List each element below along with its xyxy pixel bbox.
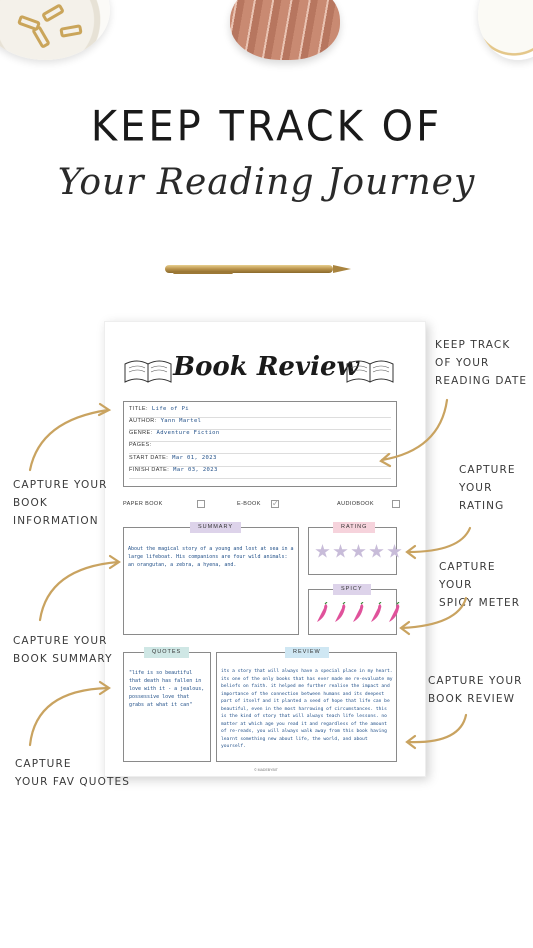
callout-reading-date: KEEP TRACK OF YOUR READING DATE: [435, 339, 528, 387]
callout-review: CAPTURE YOUR BOOK REVIEW: [428, 675, 523, 705]
info-row-title: TITLE: Life of Pi: [129, 406, 391, 418]
curved-arrow-icon: [408, 715, 466, 742]
format-label: PAPER BOOK: [123, 501, 163, 507]
callout-book-info: CAPTURE YOUR BOOK INFORMATION: [13, 479, 108, 527]
quotes-text: "life is so beautiful that death has fallen in love with it - a jealous, possessive love that grabs at what it can": [129, 670, 205, 708]
curved-arrow-icon: [30, 688, 108, 745]
sheet-footer: © MADEBYBIT: [254, 768, 278, 772]
review-tag: REVIEW: [285, 647, 329, 658]
curved-arrow-icon: [40, 562, 118, 620]
headline-subtitle: Your Reading Journey: [57, 162, 476, 203]
format-label: AUDIOBOOK: [337, 501, 374, 507]
rating-tag: RATING: [333, 522, 375, 533]
review-text: its a story that will always have a special place in my heart. its one of the only books that has ever made me re-evaluate my beliefs on faith. it helped me further realise the impact and importance of the connection between humans and its deepest part of itself and it planted a seed of hope that life can be beautiful, even in the most harrowing of circumstances. this is the kind of story that will always teach life lessons. no matter at which age you read it and regardless of the amount of re-reads, you will always walk away from this book having learnt something new about life, the world, and about yourself.: [221, 669, 393, 749]
callout-quotes: CAPTURE YOUR FAV QUOTES: [15, 758, 130, 788]
callout-spicy: CAPTURE YOUR SPICY METER: [439, 561, 521, 609]
format-label: E-BOOK: [237, 501, 261, 507]
sheet-title: Book Review: [173, 352, 359, 382]
info-row-pages: PAGES:: [129, 442, 391, 454]
curved-arrow-icon: [408, 528, 470, 552]
info-row-genre: GENRE: Adventure Fiction: [129, 430, 391, 442]
headline-title: KEEP TRACK OF: [90, 102, 443, 152]
curved-arrow-icon: [30, 410, 108, 470]
summary-text: About the magical story of a young and lost at sea in a large lifeboat. His companions are four wild animals: an orangutan, a zebra, a hyena, and.: [128, 546, 294, 568]
info-row-author: AUTHOR: Yann Martel: [129, 418, 391, 430]
spicy-tag: SPICY: [333, 584, 371, 595]
callout-rating: CAPTURE YOUR RATING: [459, 464, 516, 512]
quotes-tag: QUOTES: [144, 647, 189, 658]
info-row-finish-date: FINISH DATE: Mar 03, 2023: [129, 467, 391, 479]
info-row-start-date: START DATE: Mar 01, 2023: [129, 455, 391, 467]
curved-arrow-icon: [402, 598, 466, 628]
summary-tag: SUMMARY: [190, 522, 241, 533]
callout-summary: CAPTURE YOUR BOOK SUMMARY: [13, 635, 113, 665]
curved-arrow-icon: [382, 400, 447, 460]
